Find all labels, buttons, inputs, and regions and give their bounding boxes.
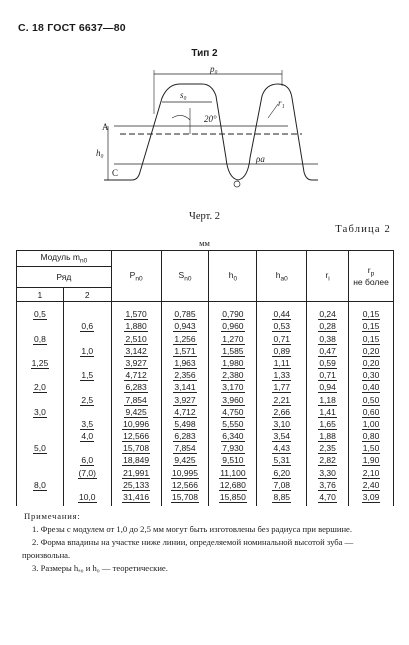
cell-ha: 1,11	[257, 357, 307, 369]
cell-h: 5,550	[209, 418, 257, 430]
cell-ri: 0,24	[307, 302, 349, 321]
cell-ha: 1,77	[257, 381, 307, 393]
cell-s: 5,498	[161, 418, 209, 430]
cell-r2: 6,0	[63, 454, 111, 466]
cell-p: 15,708	[111, 442, 161, 454]
cell-s: 7,854	[161, 442, 209, 454]
table-row	[17, 332, 394, 344]
col-header-p: $P_{n0}$	[111, 251, 161, 302]
cell-s: 12,566	[161, 479, 209, 491]
table-row	[17, 381, 394, 393]
cell-r2: 4,0	[63, 430, 111, 442]
cell-h: 6,340	[209, 430, 257, 442]
note-item: 2. Форма впадины на участке ниже линии, определяемой номинальной высотой зуба — произвольна.	[22, 537, 354, 560]
row2-header: 2	[63, 288, 111, 302]
cell-h: 4,750	[209, 406, 257, 418]
table-units: мм	[199, 238, 210, 248]
cell-rp: 1,00	[349, 418, 394, 430]
cell-s: 1,963	[161, 357, 209, 369]
module-group-header: Модуль $m_{n0}$	[17, 251, 112, 267]
cell-ha: 0,89	[257, 345, 307, 357]
cell-r1: 8,0	[17, 479, 64, 491]
cell-p: 10,996	[111, 418, 161, 430]
cell-s: 9,425	[161, 454, 209, 466]
cell-rp: 0,20	[349, 345, 394, 357]
cell-ri: 2,82	[307, 454, 349, 466]
notes-section	[22, 510, 394, 575]
label-s: s₀	[180, 90, 187, 100]
cell-p: 21,991	[111, 466, 161, 478]
figure-type-title: Тип 2	[191, 48, 218, 59]
label-ra: ρa	[256, 154, 265, 164]
cell-rp: 0,15	[349, 302, 394, 321]
cell-h: 15,850	[209, 491, 257, 506]
row1-header: 1	[17, 288, 64, 302]
cell-ri: 3,76	[307, 479, 349, 491]
cell-ha: 0,44	[257, 302, 307, 321]
cell-rp: 0,80	[349, 430, 394, 442]
cell-ha: 3,54	[257, 430, 307, 442]
cell-rp: 0,15	[349, 332, 394, 344]
cell-s: 10,995	[161, 466, 209, 478]
cell-p: 7,854	[111, 393, 161, 405]
cell-ha: 0,71	[257, 332, 307, 344]
label-p: p₀	[210, 64, 218, 74]
cell-p: 25,133	[111, 479, 161, 491]
cell-rp: 1,50	[349, 442, 394, 454]
cell-r1	[17, 466, 64, 478]
angle-arc	[172, 115, 190, 120]
cell-r2: 3,5	[63, 418, 111, 430]
cell-r1	[17, 430, 64, 442]
cell-r1: 3,0	[17, 406, 64, 418]
table-row	[17, 430, 394, 442]
cell-ri: 1,65	[307, 418, 349, 430]
cell-r2: 0,6	[63, 320, 111, 332]
cell-r2	[63, 302, 111, 321]
label-a: A	[102, 122, 109, 132]
cell-ri: 0,94	[307, 381, 349, 393]
table-row	[17, 491, 394, 506]
table-row	[17, 345, 394, 357]
cell-p: 12,566	[111, 430, 161, 442]
cell-ri: 0,71	[307, 369, 349, 381]
cell-ha: 7,08	[257, 479, 307, 491]
table-row	[17, 302, 394, 321]
cell-ri: 2,35	[307, 442, 349, 454]
label-h: h₀	[96, 148, 104, 158]
cell-rp: 0,50	[349, 393, 394, 405]
note-item: 1. Фрезы с модулем от 1,0 до 2,5 мм могут быть изготовлены без радиуса при вершине.	[32, 524, 353, 534]
cell-rp: 0,60	[349, 406, 394, 418]
cell-r2	[63, 332, 111, 344]
figure-caption: Черт. 2	[189, 211, 220, 222]
col-header-ri: $r_i$	[307, 251, 349, 302]
cell-r1	[17, 393, 64, 405]
cell-h: 0,960	[209, 320, 257, 332]
cell-r1: 0,8	[17, 332, 64, 344]
cell-h: 1,980	[209, 357, 257, 369]
table-row	[17, 357, 394, 369]
cell-rp: 2,40	[349, 479, 394, 491]
table-row	[17, 406, 394, 418]
cell-s: 4,712	[161, 406, 209, 418]
table-row	[17, 466, 394, 478]
table-row	[17, 393, 394, 405]
cell-ha: 2,21	[257, 393, 307, 405]
cell-s: 0,943	[161, 320, 209, 332]
cell-h: 7,930	[209, 442, 257, 454]
table-row	[17, 479, 394, 491]
cell-s: 1,571	[161, 345, 209, 357]
cell-h: 3,170	[209, 381, 257, 393]
cell-r1: 0,5	[17, 302, 64, 321]
parameters-table	[16, 250, 394, 506]
cell-h: 3,960	[209, 393, 257, 405]
cell-p: 1,570	[111, 302, 161, 321]
rf-leader	[268, 104, 278, 118]
cell-rp: 0,20	[349, 357, 394, 369]
cell-ri: 0,59	[307, 357, 349, 369]
cell-r2: 2,5	[63, 393, 111, 405]
cell-r1	[17, 320, 64, 332]
cell-ha: 2,66	[257, 406, 307, 418]
label-alpha: 20°	[204, 114, 217, 124]
note-item: 3. Размеры hₐ₀ и h₀ — теоретические.	[32, 563, 168, 573]
cell-ri: 0,38	[307, 332, 349, 344]
table-row	[17, 442, 394, 454]
label-c: C	[112, 168, 119, 178]
cell-r1: 1,25	[17, 357, 64, 369]
cell-p: 1,880	[111, 320, 161, 332]
cell-r2	[63, 479, 111, 491]
cell-ha: 5,31	[257, 454, 307, 466]
cell-r1	[17, 369, 64, 381]
cell-s: 3,141	[161, 381, 209, 393]
cell-r2: 10,0	[63, 491, 111, 506]
cell-ri: 3,30	[307, 466, 349, 478]
cell-r2	[63, 357, 111, 369]
cell-ri: 0,28	[307, 320, 349, 332]
root-circle-mark	[234, 181, 240, 187]
col-header-ha: $h_{a0}$	[257, 251, 307, 302]
cell-h: 1,270	[209, 332, 257, 344]
cell-ri: 1,88	[307, 430, 349, 442]
cell-p: 2,510	[111, 332, 161, 344]
cell-ri: 4,70	[307, 491, 349, 506]
row-group-header: Ряд	[17, 267, 112, 288]
cell-p: 3,142	[111, 345, 161, 357]
cell-p: 9,425	[111, 406, 161, 418]
cell-s: 3,927	[161, 393, 209, 405]
cell-s: 15,708	[161, 491, 209, 506]
cell-s: 0,785	[161, 302, 209, 321]
cell-p: 3,927	[111, 357, 161, 369]
cell-ha: 8,85	[257, 491, 307, 506]
cell-r1: 2,0	[17, 381, 64, 393]
cell-rp: 1,90	[349, 454, 394, 466]
col-header-h: $h_0$	[209, 251, 257, 302]
cell-h: 11,100	[209, 466, 257, 478]
table-row	[17, 320, 394, 332]
cell-ha: 6,20	[257, 466, 307, 478]
table-caption: Таблица 2	[335, 224, 391, 235]
table-row	[17, 418, 394, 430]
cell-rp: 2,10	[349, 466, 394, 478]
cell-p: 4,712	[111, 369, 161, 381]
cell-r1	[17, 418, 64, 430]
cell-ri: 1,41	[307, 406, 349, 418]
cell-rp: 0,30	[349, 369, 394, 381]
cell-r2	[63, 381, 111, 393]
cell-r1	[17, 491, 64, 506]
cell-s: 2,356	[161, 369, 209, 381]
cell-h: 12,680	[209, 479, 257, 491]
cell-h: 0,790	[209, 302, 257, 321]
cell-p: 31,416	[111, 491, 161, 506]
cell-ha: 4,43	[257, 442, 307, 454]
cell-s: 6,283	[161, 430, 209, 442]
label-rf: r₁	[278, 98, 285, 108]
table-row	[17, 369, 394, 381]
cell-ri: 0,47	[307, 345, 349, 357]
cell-h: 1,585	[209, 345, 257, 357]
tooth-profile-drawing	[92, 64, 322, 200]
cell-rp: 0,15	[349, 320, 394, 332]
cell-r1	[17, 454, 64, 466]
cell-ha: 0,53	[257, 320, 307, 332]
page-header: С. 18 ГОСТ 6637—80	[18, 22, 126, 34]
cell-rp: 3,09	[349, 491, 394, 506]
cell-ha: 3,10	[257, 418, 307, 430]
profile-outline	[104, 84, 318, 180]
cell-r2: 1,5	[63, 369, 111, 381]
cell-ri: 1,18	[307, 393, 349, 405]
cell-r1: 5,0	[17, 442, 64, 454]
cell-h: 9,510	[209, 454, 257, 466]
cell-r2: 1,0	[63, 345, 111, 357]
notes-title: Примечания:	[24, 511, 81, 521]
cell-h: 2,380	[209, 369, 257, 381]
cell-r1	[17, 345, 64, 357]
cell-r2: (7,0)	[63, 466, 111, 478]
cell-r2	[63, 442, 111, 454]
cell-p: 18,849	[111, 454, 161, 466]
cell-ha: 1,33	[257, 369, 307, 381]
cell-rp: 0,40	[349, 381, 394, 393]
col-header-rp: $r_p$ не более	[349, 251, 394, 302]
col-header-s: $S_{n0}$	[161, 251, 209, 302]
cell-s: 1,256	[161, 332, 209, 344]
cell-p: 6,283	[111, 381, 161, 393]
table-row	[17, 454, 394, 466]
cell-r2	[63, 406, 111, 418]
